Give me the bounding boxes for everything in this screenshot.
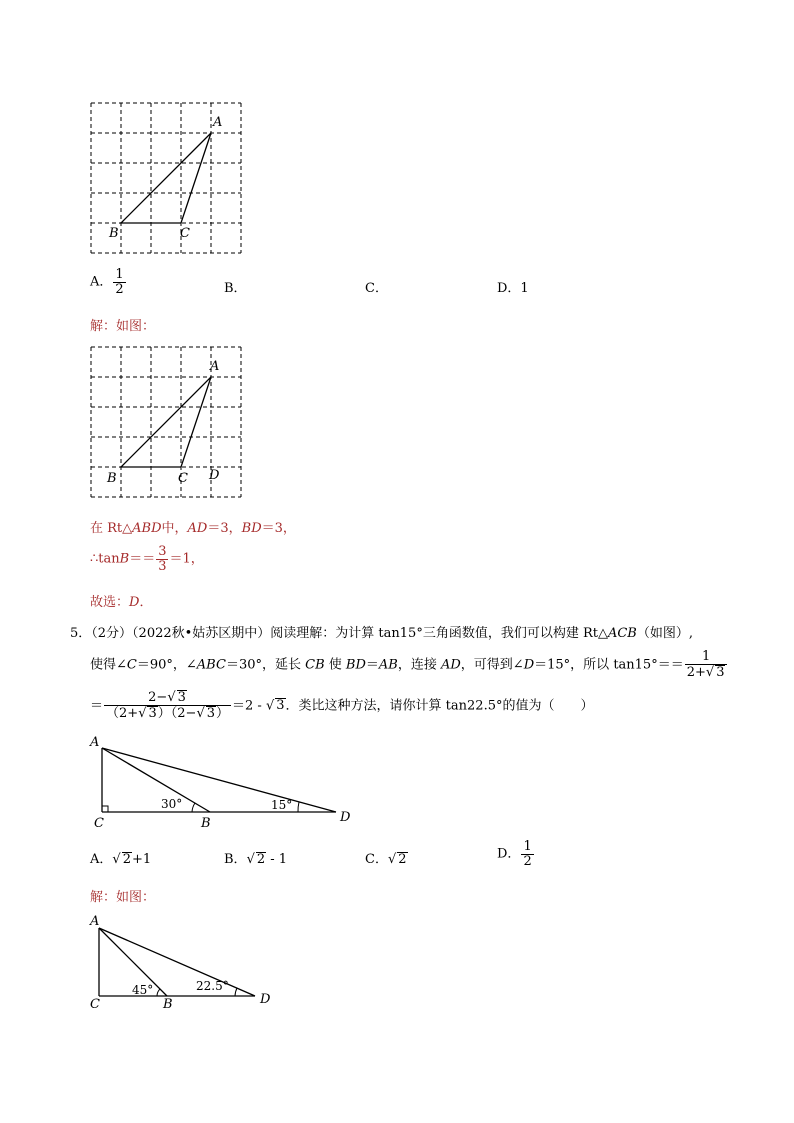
q5-stem-line3: ＝ $\frac{2-√ 3}{(2+√ 3)(2-√ 3)}$ ＝2 - √ 3．类比这种方法，请你计算 tan22.5°的值为（ ）	[90, 690, 594, 722]
q5-option-d[interactable]: D． $\frac{1}{2}$	[497, 839, 532, 869]
label-d: D	[209, 468, 220, 483]
label-b: B	[107, 471, 117, 486]
solution4-line1: 在 Rt△ABD中，AD＝3，BD＝3，	[90, 521, 296, 536]
angle-arc-45	[157, 989, 160, 996]
angle-label-45: 45°	[132, 983, 154, 997]
solution5-intro: 解：如图：	[90, 890, 156, 905]
solution4-line2: ∴tanB＝＝ $\frac{3}{3}$ ＝1，	[90, 544, 204, 574]
angle-label-15: 15°	[271, 798, 293, 812]
angle-arc-15	[298, 802, 299, 812]
q5-option-b[interactable]: B．√ 2 - 1	[224, 852, 288, 867]
label-a: A	[210, 359, 220, 374]
q4-option-d[interactable]: D．1	[497, 281, 529, 296]
q5-option-a[interactable]: A．√ 2+1	[90, 852, 152, 867]
label-d: D	[340, 810, 351, 825]
label-c: C	[94, 816, 104, 831]
label-b: B	[163, 997, 173, 1012]
label-b: B	[201, 816, 211, 831]
solution4-grid-figure	[85, 342, 255, 502]
solution5-triangle-figure	[85, 910, 285, 1015]
label-a: A	[90, 735, 100, 750]
label-c: C	[178, 471, 188, 486]
q5-triangle-figure	[85, 733, 365, 833]
angle-label-30: 30°	[161, 797, 183, 811]
angle-arc-30	[192, 803, 195, 812]
triangle-abc-solution	[121, 377, 211, 467]
q5-stem-line1: 5．（2分）（2022秋•姑苏区期中）阅读理解：为计算 tan15°三角函数值，我们可以构建 Rt△ACB（如图）,	[70, 626, 693, 641]
right-angle-mark	[102, 806, 108, 812]
question4-grid-figure	[85, 98, 255, 263]
angle-arc-225	[235, 988, 237, 996]
angle-label-225: 22.5°	[196, 979, 229, 993]
label-c: C	[90, 997, 100, 1012]
label-a: A	[213, 115, 223, 130]
triangle-abc	[121, 133, 211, 223]
label-c: C	[180, 226, 190, 241]
label-d: D	[260, 992, 271, 1007]
q4-option-c[interactable]: C．	[365, 281, 388, 296]
solution4-answer: 故选：D．	[90, 595, 153, 610]
solution4-intro: 解：如图：	[90, 319, 156, 334]
q4-option-b[interactable]: B．	[224, 281, 247, 296]
q4-option-a[interactable]: A． $\frac{1}{2}$	[90, 267, 124, 297]
label-b: B	[109, 226, 119, 241]
q5-option-c[interactable]: C．√ 2	[365, 852, 407, 867]
label-a: A	[90, 914, 100, 929]
q5-stem-line2: 使得∠C＝90°，∠ABC＝30°，延长 CB 使 BD＝AB，连接 AD，可得到∠D＝15°，所以 tan15°＝＝ $\frac{1}{2+√ 3}$	[90, 650, 728, 680]
